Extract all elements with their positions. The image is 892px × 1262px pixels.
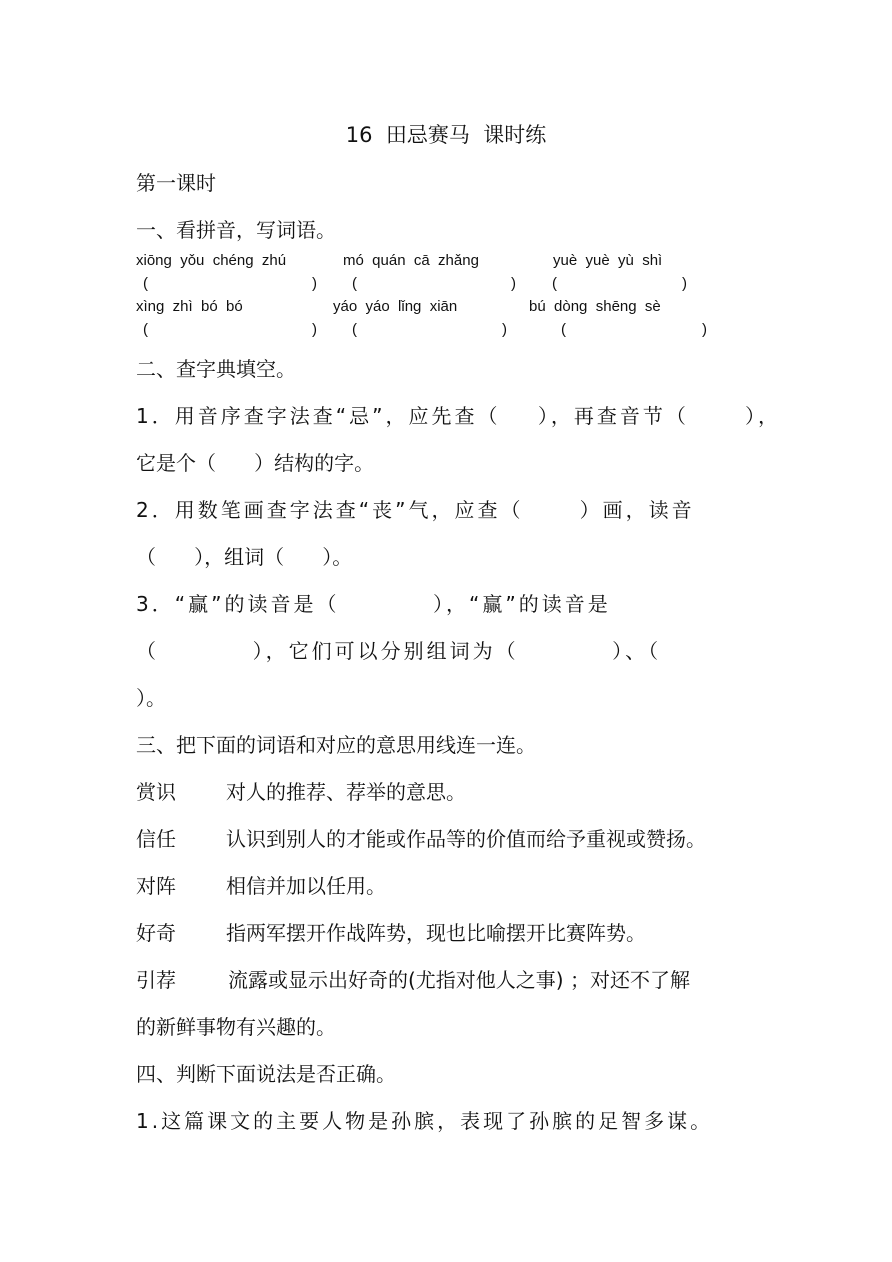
answer-paren-open: ( — [352, 321, 357, 338]
answer-paren-open: ( — [552, 275, 557, 292]
match-word: 赏识 — [136, 780, 176, 804]
pinyin-4: xìng zhì bó bó — [136, 298, 243, 315]
question-2-2-line-1: 2．用数笔画查字法查“丧”气，应查（ ）画，读音 — [136, 498, 695, 522]
match-definition-continued: 的新鲜事物有兴趣的。 — [136, 1015, 336, 1039]
answer-paren-close: ) — [702, 321, 707, 338]
question-2-3-line-3: ）。 — [136, 686, 166, 710]
question-2-3-line-1: 3．“赢”的读音是（ ），“赢”的读音是 — [136, 592, 611, 616]
question-2-3-line-2: （ ），它们可以分别组词为（ ）、（ — [136, 639, 662, 663]
match-word: 对阵 — [136, 874, 176, 898]
match-word: 信任 — [136, 827, 176, 851]
answer-paren-close: ) — [511, 275, 516, 292]
answer-paren-close: ) — [682, 275, 687, 292]
match-definition: 认识到别人的才能或作品等的价值而给予重视或赞扬。 — [226, 827, 706, 851]
question-2-1-line-2: 它是个（ ）结构的字。 — [136, 451, 375, 475]
pinyin-2: mó quán cā zhǎng — [343, 252, 479, 269]
pinyin-5: yáo yáo lǐng xiān — [333, 298, 458, 315]
answer-paren-close: ) — [312, 275, 317, 292]
question-2-2-line-2: （ ），组词（ ）。 — [136, 545, 353, 569]
pinyin-3: yuè yuè yù shì — [553, 252, 663, 269]
question-4-1: 1.这篇课文的主要人物是孙膑，表现了孙膑的足智多谋。 — [136, 1109, 714, 1133]
page-title: 16 田忌赛马 课时练 — [345, 123, 547, 147]
match-word: 引荐 — [136, 968, 176, 992]
answer-paren-close: ) — [502, 321, 507, 338]
section-1-heading: 一、看拼音，写词语。 — [136, 218, 336, 242]
answer-paren-open: ( — [561, 321, 566, 338]
match-definition: 相信并加以任用。 — [226, 874, 386, 898]
match-definition: 流露或显示出好奇的(尤指对他人之事) ；对还不了解 — [228, 968, 690, 992]
section-4-heading: 四、判断下面说法是否正确。 — [136, 1062, 396, 1086]
answer-paren-close: ) — [312, 321, 317, 338]
question-2-1-line-1: 1．用音序查字法查“忌”，应先查（ ），再查音节（ ）， — [136, 404, 782, 428]
section-2-heading: 二、查字典填空。 — [136, 357, 296, 381]
match-definition: 指两军摆开作战阵势，现也比喻摆开比赛阵势。 — [226, 921, 646, 945]
answer-paren-open: ( — [352, 275, 357, 292]
pinyin-6: bú dòng shēng sè — [529, 298, 661, 315]
match-definition: 对人的推荐、荐举的意思。 — [226, 780, 466, 804]
answer-paren-open: ( — [143, 321, 148, 338]
pinyin-1: xiōng yǒu chéng zhú — [136, 252, 287, 269]
answer-paren-open: ( — [143, 275, 148, 292]
lesson-label: 第一课时 — [136, 171, 216, 195]
section-3-heading: 三、把下面的词语和对应的意思用线连一连。 — [136, 733, 536, 757]
match-word: 好奇 — [136, 921, 176, 945]
